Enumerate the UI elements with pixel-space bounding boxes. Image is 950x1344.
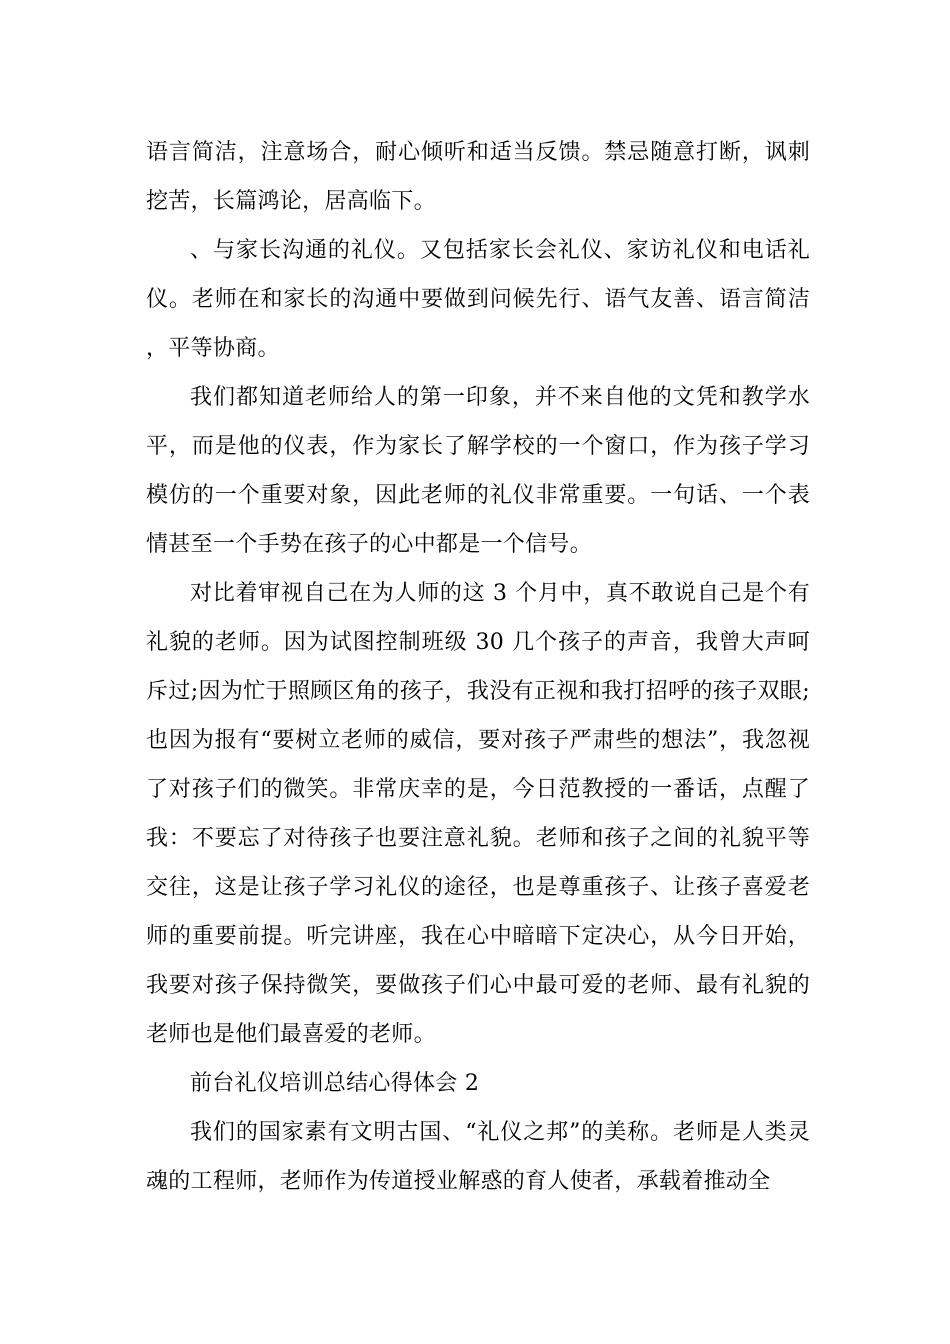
document-body	[146, 128, 810, 1206]
section-heading: 前台礼仪培训总结心得体会 2	[190, 1071, 480, 1096]
paragraph-1: 语言简洁，注意场合，耐心倾听和适当反馈。禁忌随意打断，讽刺挖苦，长篇鸿论，居高临下。	[146, 140, 810, 214]
paragraph-2: 、与家长沟通的礼仪。又包括家长会礼仪、家访礼仪和电话礼仪。老师在和家长的沟通中要做到问候先行、语气友善、语言简洁，平等协商。	[146, 238, 810, 361]
paragraph-4: 对比着审视自己在为人师的这 3 个月中，真不敢说自己是个有礼貌的老师。因为试图控制班级 30 几个孩子的声音，我曾大声呵斥过;因为忙于照顾区角的孩子，我没有正视和我打招呼的孩子双眼;也因为报有“要树立老师的威信，要对孩子严肃些的想法”，我忽视了对孩子们的微笑。非常庆幸的是，今日范教授的一番话，点醒了我：不要忘了对待孩子也要注意礼貌。老师和孩子之间的礼貌平等交往，这是让孩子学习礼仪的途径，也是尊重孩子、让孩子喜爱老师的重要前提。听完讲座，我在心中暗暗下定决心，从今日开始，我要对孩子保持微笑，要做孩子们心中最可爱的老师、最有礼貌的老师也是他们最喜爱的老师。	[146, 581, 810, 1047]
paragraph-3: 我们都知道老师给人的第一印象，并不来自他的文凭和教学水平，而是他的仪表，作为家长了解学校的一个窗口，作为孩子学习模仿的一个重要对象，因此老师的礼仪非常重要。一句话、一个表情甚至一个手势在孩子的心中都是一个信号。	[146, 385, 810, 557]
paragraph-5: 我们的国家素有文明古国、“礼仪之邦”的美称。老师是人类灵魂的工程师，老师作为传道授业解惑的育人使者，承载着推动全	[146, 1120, 810, 1194]
